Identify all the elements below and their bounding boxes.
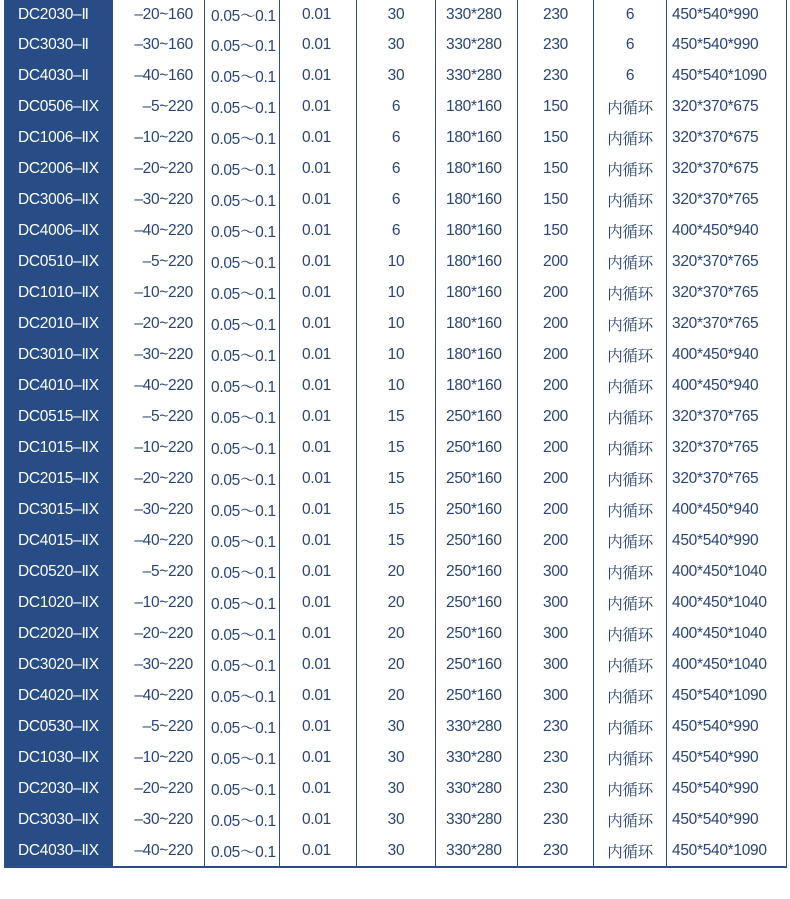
- tank-size-cell: 330*280: [436, 804, 518, 835]
- temp-resolution-cell: 0.01: [280, 649, 357, 680]
- circulation-cell: 6: [594, 29, 667, 60]
- circulation-cell: 内循环: [594, 432, 667, 463]
- capacity-cell: 30: [357, 804, 436, 835]
- model-cell: DC3006–ⅡX: [5, 184, 113, 215]
- capacity-cell: 15: [357, 432, 436, 463]
- capacity-cell: 30: [357, 835, 436, 867]
- model-cell: DC3020–ⅡX: [5, 649, 113, 680]
- model-cell: DC1006–ⅡX: [5, 122, 113, 153]
- model-cell: DC3030–Ⅱ: [5, 29, 113, 60]
- temperature-range-cell: –10~220: [113, 432, 205, 463]
- capacity-cell: 6: [357, 122, 436, 153]
- temperature-range-cell: –10~220: [113, 122, 205, 153]
- power-cell: 230: [518, 29, 594, 60]
- model-cell: DC1020–ⅡX: [5, 587, 113, 618]
- capacity-cell: 10: [357, 339, 436, 370]
- capacity-cell: 6: [357, 91, 436, 122]
- circulation-cell: 内循环: [594, 215, 667, 246]
- tank-size-cell: 330*280: [436, 29, 518, 60]
- tank-size-cell: 180*160: [436, 246, 518, 277]
- circulation-cell: 内循环: [594, 556, 667, 587]
- temperature-range-cell: –5~220: [113, 91, 205, 122]
- circulation-cell: 内循环: [594, 587, 667, 618]
- circulation-cell: 内循环: [594, 618, 667, 649]
- spec-table-body: [5, 0, 787, 867]
- dimensions-cell: 450*540*1090: [672, 66, 767, 84]
- temperature-range-cell: –40~160: [113, 60, 205, 91]
- table-row: [5, 277, 787, 308]
- temp-fluctuation-cell: 0.05～0.1: [205, 122, 280, 153]
- temp-fluctuation-cell: 0.05～0.1: [205, 556, 280, 587]
- table-row: [5, 0, 787, 29]
- dimensions-cell: 400*450*1040: [672, 655, 767, 673]
- table-row: [5, 463, 787, 494]
- temp-fluctuation-cell: 0.05～0.1: [205, 339, 280, 370]
- table-row: [5, 587, 787, 618]
- dimensions-cell: 320*370*765: [672, 190, 759, 208]
- dimensions-cell: 450*540*990: [672, 717, 759, 735]
- tank-size-cell: 250*160: [436, 401, 518, 432]
- temperature-range-cell: –30~160: [113, 29, 205, 60]
- temp-resolution-cell: 0.01: [280, 525, 357, 556]
- power-cell: 150: [518, 122, 594, 153]
- temp-fluctuation-cell: 0.05～0.1: [205, 60, 280, 91]
- temp-resolution-cell: 0.01: [280, 463, 357, 494]
- dimensions-cell: 320*370*675: [672, 128, 759, 146]
- model-cell: DC2015–ⅡX: [5, 463, 113, 494]
- model-cell: DC3015–ⅡX: [5, 494, 113, 525]
- table-row: [5, 215, 787, 246]
- table-row: [5, 773, 787, 804]
- model-cell: DC0510–ⅡX: [5, 246, 113, 277]
- table-row: [5, 308, 787, 339]
- temp-fluctuation-cell: 0.05～0.1: [205, 711, 280, 742]
- capacity-cell: 10: [357, 308, 436, 339]
- power-cell: 150: [518, 153, 594, 184]
- model-cell: DC1015–ⅡX: [5, 432, 113, 463]
- dimensions-cell: 400*450*1040: [672, 562, 767, 580]
- table-row: [5, 339, 787, 370]
- temp-resolution-cell: 0.01: [280, 587, 357, 618]
- power-cell: 300: [518, 618, 594, 649]
- circulation-cell: 内循环: [594, 711, 667, 742]
- dimensions-cell: 320*370*765: [672, 252, 759, 270]
- circulation-cell: 6: [594, 0, 667, 29]
- temp-resolution-cell: 0.01: [280, 339, 357, 370]
- temp-fluctuation-cell: 0.05～0.1: [205, 277, 280, 308]
- temperature-range-cell: –10~220: [113, 587, 205, 618]
- dimensions-cell: 320*370*765: [672, 407, 759, 425]
- dimensions-cell: 450*540*1090: [672, 686, 767, 704]
- power-cell: 200: [518, 370, 594, 401]
- capacity-cell: 15: [357, 463, 436, 494]
- model-cell: DC4015–ⅡX: [5, 525, 113, 556]
- table-row: [5, 835, 787, 867]
- dimensions-cell: 450*540*1090: [672, 841, 767, 859]
- model-cell: DC0506–ⅡX: [5, 91, 113, 122]
- temp-fluctuation-cell: 0.05～0.1: [205, 804, 280, 835]
- table-row: [5, 91, 787, 122]
- capacity-cell: 15: [357, 401, 436, 432]
- temp-fluctuation-cell: 0.05～0.1: [205, 215, 280, 246]
- temperature-range-cell: –30~220: [113, 804, 205, 835]
- temp-fluctuation-cell: 0.05～0.1: [205, 773, 280, 804]
- temperature-range-cell: –20~160: [113, 0, 205, 29]
- tank-size-cell: 250*160: [436, 587, 518, 618]
- circulation-cell: 内循环: [594, 773, 667, 804]
- capacity-cell: 30: [357, 60, 436, 91]
- temp-fluctuation-cell: 0.05～0.1: [205, 463, 280, 494]
- dimensions-cell: 320*370*675: [672, 97, 759, 115]
- capacity-cell: 10: [357, 277, 436, 308]
- dimensions-cell: 320*370*765: [672, 314, 759, 332]
- temperature-range-cell: –40~220: [113, 215, 205, 246]
- table-row: [5, 153, 787, 184]
- table-row: [5, 618, 787, 649]
- temp-resolution-cell: 0.01: [280, 432, 357, 463]
- dimensions-cell: 450*540*990: [672, 531, 759, 549]
- tank-size-cell: 330*280: [436, 742, 518, 773]
- dimensions-cell: 400*450*940: [672, 376, 759, 394]
- tank-size-cell: 180*160: [436, 153, 518, 184]
- power-cell: 200: [518, 525, 594, 556]
- circulation-cell: 内循环: [594, 91, 667, 122]
- temp-resolution-cell: 0.01: [280, 60, 357, 91]
- power-cell: 300: [518, 556, 594, 587]
- tank-size-cell: 180*160: [436, 184, 518, 215]
- model-cell: DC4006–ⅡX: [5, 215, 113, 246]
- table-row: [5, 370, 787, 401]
- capacity-cell: 30: [357, 742, 436, 773]
- model-cell: DC2006–ⅡX: [5, 153, 113, 184]
- power-cell: 230: [518, 742, 594, 773]
- dimensions-cell: 320*370*765: [672, 283, 759, 301]
- dimensions-cell: 450*540*990: [672, 5, 759, 23]
- circulation-cell: 内循环: [594, 742, 667, 773]
- table-row: [5, 680, 787, 711]
- power-cell: 230: [518, 773, 594, 804]
- temp-fluctuation-cell: 0.05～0.1: [205, 432, 280, 463]
- tank-size-cell: 330*280: [436, 773, 518, 804]
- circulation-cell: 内循环: [594, 525, 667, 556]
- table-row: [5, 525, 787, 556]
- tank-size-cell: 330*280: [436, 0, 518, 29]
- temp-resolution-cell: 0.01: [280, 308, 357, 339]
- capacity-cell: 30: [357, 29, 436, 60]
- temp-fluctuation-cell: 0.05～0.1: [205, 184, 280, 215]
- power-cell: 230: [518, 711, 594, 742]
- power-cell: 200: [518, 401, 594, 432]
- circulation-cell: 内循环: [594, 370, 667, 401]
- model-cell: DC1010–ⅡX: [5, 277, 113, 308]
- power-cell: 200: [518, 246, 594, 277]
- dimensions-cell: 320*370*765: [672, 469, 759, 487]
- table-row: [5, 649, 787, 680]
- temperature-range-cell: –30~220: [113, 494, 205, 525]
- capacity-cell: 6: [357, 153, 436, 184]
- table-row: [5, 29, 787, 60]
- power-cell: 230: [518, 835, 594, 867]
- table-row: [5, 804, 787, 835]
- dimensions-cell: 450*540*990: [672, 810, 759, 828]
- tank-size-cell: 250*160: [436, 525, 518, 556]
- power-cell: 300: [518, 680, 594, 711]
- temperature-range-cell: –10~220: [113, 277, 205, 308]
- temp-resolution-cell: 0.01: [280, 277, 357, 308]
- circulation-cell: 内循环: [594, 122, 667, 153]
- temp-resolution-cell: 0.01: [280, 0, 357, 29]
- tank-size-cell: 250*160: [436, 618, 518, 649]
- temp-resolution-cell: 0.01: [280, 556, 357, 587]
- temperature-range-cell: –30~220: [113, 184, 205, 215]
- capacity-cell: 20: [357, 680, 436, 711]
- model-cell: DC4010–ⅡX: [5, 370, 113, 401]
- temp-resolution-cell: 0.01: [280, 246, 357, 277]
- circulation-cell: 内循环: [594, 339, 667, 370]
- temp-fluctuation-cell: 0.05～0.1: [205, 0, 280, 29]
- power-cell: 200: [518, 339, 594, 370]
- temp-resolution-cell: 0.01: [280, 618, 357, 649]
- temp-resolution-cell: 0.01: [280, 711, 357, 742]
- table-row: [5, 432, 787, 463]
- model-cell: DC2030–Ⅱ: [5, 0, 113, 29]
- tank-size-cell: 180*160: [436, 91, 518, 122]
- spec-table: [4, 0, 787, 868]
- power-cell: 200: [518, 277, 594, 308]
- tank-size-cell: 250*160: [436, 463, 518, 494]
- temp-fluctuation-cell: 0.05～0.1: [205, 308, 280, 339]
- temp-resolution-cell: 0.01: [280, 494, 357, 525]
- model-cell: DC2010–ⅡX: [5, 308, 113, 339]
- dimensions-cell: 400*450*940: [672, 221, 759, 239]
- tank-size-cell: 330*280: [436, 711, 518, 742]
- table-row: [5, 401, 787, 432]
- circulation-cell: 内循环: [594, 401, 667, 432]
- table-row: [5, 494, 787, 525]
- circulation-cell: 6: [594, 60, 667, 91]
- temperature-range-cell: –40~220: [113, 680, 205, 711]
- table-row: [5, 60, 787, 91]
- dimensions-cell: 400*450*940: [672, 345, 759, 363]
- capacity-cell: 10: [357, 370, 436, 401]
- model-cell: DC2030–ⅡX: [5, 773, 113, 804]
- capacity-cell: 30: [357, 711, 436, 742]
- dimensions-cell: 320*370*675: [672, 159, 759, 177]
- tank-size-cell: 330*280: [436, 835, 518, 867]
- tank-size-cell: 180*160: [436, 339, 518, 370]
- power-cell: 200: [518, 494, 594, 525]
- tank-size-cell: 250*160: [436, 432, 518, 463]
- capacity-cell: 20: [357, 587, 436, 618]
- table-row: [5, 711, 787, 742]
- model-cell: DC4020–ⅡX: [5, 680, 113, 711]
- temp-fluctuation-cell: 0.05～0.1: [205, 91, 280, 122]
- capacity-cell: 10: [357, 246, 436, 277]
- tank-size-cell: 330*280: [436, 60, 518, 91]
- power-cell: 150: [518, 184, 594, 215]
- model-cell: DC2020–ⅡX: [5, 618, 113, 649]
- model-cell: DC0530–ⅡX: [5, 711, 113, 742]
- temperature-range-cell: –30~220: [113, 339, 205, 370]
- temp-fluctuation-cell: 0.05～0.1: [205, 649, 280, 680]
- model-cell: DC0520–ⅡX: [5, 556, 113, 587]
- capacity-cell: 20: [357, 649, 436, 680]
- temp-resolution-cell: 0.01: [280, 680, 357, 711]
- dimensions-cell: 450*540*990: [672, 35, 759, 53]
- power-cell: 300: [518, 587, 594, 618]
- capacity-cell: 6: [357, 184, 436, 215]
- temp-resolution-cell: 0.01: [280, 122, 357, 153]
- power-cell: 230: [518, 60, 594, 91]
- capacity-cell: 20: [357, 556, 436, 587]
- temp-resolution-cell: 0.01: [280, 91, 357, 122]
- capacity-cell: 30: [357, 0, 436, 29]
- temp-resolution-cell: 0.01: [280, 184, 357, 215]
- temp-fluctuation-cell: 0.05～0.1: [205, 835, 280, 867]
- power-cell: 300: [518, 649, 594, 680]
- model-cell: DC1030–ⅡX: [5, 742, 113, 773]
- dimensions-cell: 450*540*990: [672, 748, 759, 766]
- temp-fluctuation-cell: 0.05～0.1: [205, 494, 280, 525]
- model-cell: DC3010–ⅡX: [5, 339, 113, 370]
- temperature-range-cell: –20~220: [113, 773, 205, 804]
- temperature-range-cell: –5~220: [113, 246, 205, 277]
- temp-resolution-cell: 0.01: [280, 773, 357, 804]
- temp-resolution-cell: 0.01: [280, 215, 357, 246]
- power-cell: 230: [518, 804, 594, 835]
- tank-size-cell: 180*160: [436, 370, 518, 401]
- temp-fluctuation-cell: 0.05～0.1: [205, 680, 280, 711]
- temperature-range-cell: –5~220: [113, 401, 205, 432]
- dimensions-cell: 320*370*765: [672, 438, 759, 456]
- dimensions-cell: 400*450*1040: [672, 624, 767, 642]
- circulation-cell: 内循环: [594, 308, 667, 339]
- circulation-cell: 内循环: [594, 494, 667, 525]
- temperature-range-cell: –10~220: [113, 742, 205, 773]
- temperature-range-cell: –40~220: [113, 835, 205, 867]
- model-cell: DC4030–ⅡX: [5, 835, 113, 867]
- temp-resolution-cell: 0.01: [280, 742, 357, 773]
- model-cell: DC3030–ⅡX: [5, 804, 113, 835]
- temperature-range-cell: –20~220: [113, 618, 205, 649]
- temp-fluctuation-cell: 0.05～0.1: [205, 153, 280, 184]
- tank-size-cell: 250*160: [436, 649, 518, 680]
- circulation-cell: 内循环: [594, 246, 667, 277]
- power-cell: 150: [518, 91, 594, 122]
- table-row: [5, 246, 787, 277]
- temperature-range-cell: –5~220: [113, 556, 205, 587]
- capacity-cell: 15: [357, 494, 436, 525]
- temperature-range-cell: –40~220: [113, 370, 205, 401]
- capacity-cell: 20: [357, 618, 436, 649]
- temp-fluctuation-cell: 0.05～0.1: [205, 29, 280, 60]
- power-cell: 200: [518, 463, 594, 494]
- capacity-cell: 30: [357, 773, 436, 804]
- power-cell: 200: [518, 308, 594, 339]
- circulation-cell: 内循环: [594, 463, 667, 494]
- temperature-range-cell: –20~220: [113, 308, 205, 339]
- temp-fluctuation-cell: 0.05～0.1: [205, 370, 280, 401]
- temp-fluctuation-cell: 0.05～0.1: [205, 742, 280, 773]
- tank-size-cell: 180*160: [436, 308, 518, 339]
- circulation-cell: 内循环: [594, 835, 667, 867]
- temp-fluctuation-cell: 0.05～0.1: [205, 618, 280, 649]
- temp-fluctuation-cell: 0.05～0.1: [205, 587, 280, 618]
- table-row: [5, 742, 787, 773]
- circulation-cell: 内循环: [594, 153, 667, 184]
- circulation-cell: 内循环: [594, 680, 667, 711]
- circulation-cell: 内循环: [594, 804, 667, 835]
- circulation-cell: 内循环: [594, 184, 667, 215]
- model-cell: DC4030–Ⅱ: [5, 60, 113, 91]
- power-cell: 200: [518, 432, 594, 463]
- temp-resolution-cell: 0.01: [280, 804, 357, 835]
- tank-size-cell: 250*160: [436, 680, 518, 711]
- temp-fluctuation-cell: 0.05～0.1: [205, 401, 280, 432]
- temperature-range-cell: –30~220: [113, 649, 205, 680]
- table-row: [5, 556, 787, 587]
- temperature-range-cell: –5~220: [113, 711, 205, 742]
- table-row: [5, 122, 787, 153]
- temperature-range-cell: –20~220: [113, 153, 205, 184]
- tank-size-cell: 180*160: [436, 277, 518, 308]
- temp-resolution-cell: 0.01: [280, 153, 357, 184]
- tank-size-cell: 250*160: [436, 494, 518, 525]
- capacity-cell: 6: [357, 215, 436, 246]
- tank-size-cell: 180*160: [436, 215, 518, 246]
- dimensions-cell: 450*540*990: [672, 779, 759, 797]
- temp-fluctuation-cell: 0.05～0.1: [205, 246, 280, 277]
- dimensions-cell: 400*450*940: [672, 500, 759, 518]
- power-cell: 230: [518, 0, 594, 29]
- temperature-range-cell: –20~220: [113, 463, 205, 494]
- table-row: [5, 184, 787, 215]
- circulation-cell: 内循环: [594, 277, 667, 308]
- temp-resolution-cell: 0.01: [280, 29, 357, 60]
- dimensions-cell: 400*450*1040: [672, 593, 767, 611]
- circulation-cell: 内循环: [594, 649, 667, 680]
- temp-fluctuation-cell: 0.05～0.1: [205, 525, 280, 556]
- temp-resolution-cell: 0.01: [280, 370, 357, 401]
- tank-size-cell: 180*160: [436, 122, 518, 153]
- temperature-range-cell: –40~220: [113, 525, 205, 556]
- temp-resolution-cell: 0.01: [280, 401, 357, 432]
- model-cell: DC0515–ⅡX: [5, 401, 113, 432]
- tank-size-cell: 250*160: [436, 556, 518, 587]
- temp-resolution-cell: 0.01: [280, 835, 357, 867]
- capacity-cell: 15: [357, 525, 436, 556]
- power-cell: 150: [518, 215, 594, 246]
